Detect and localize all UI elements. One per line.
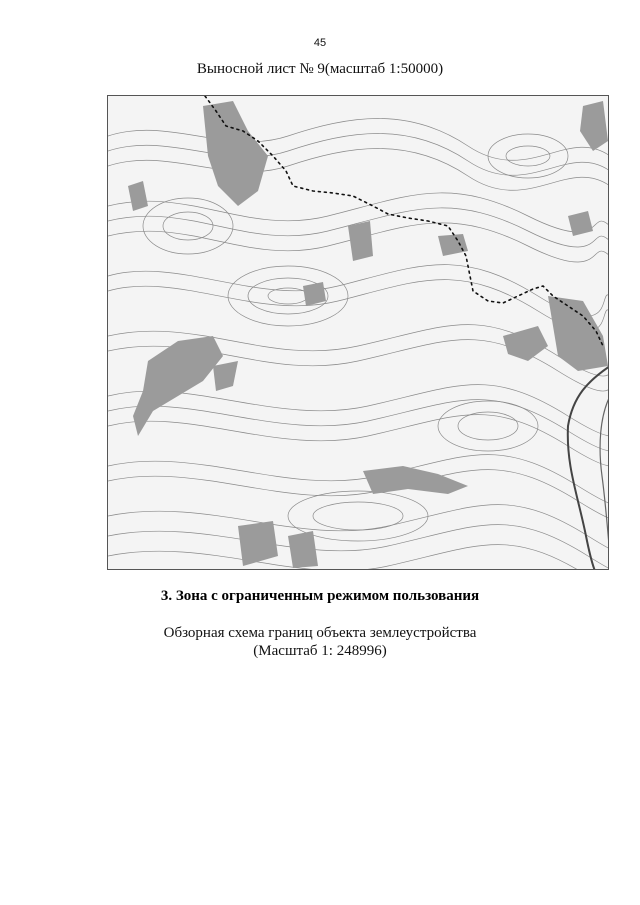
overview-title-line1: Обзорная схема границ объекта землеустройства [163,625,477,641]
overview-title-line2: (Масштаб 1: 248996) [253,643,387,659]
sheet-title: Выносной лист № 9(масштаб 1:50000) [196,61,444,77]
road-line [568,366,609,570]
road-line-secondary [600,396,609,556]
page-number: 45 [313,37,327,49]
topographic-map [107,95,609,570]
shaded-areas [128,101,608,568]
map-canvas [108,96,609,570]
section-heading: 3. Зона с ограниченным режимом пользования [160,588,480,604]
boundary-dotted-line [205,96,603,346]
overview-title [0,624,640,660]
